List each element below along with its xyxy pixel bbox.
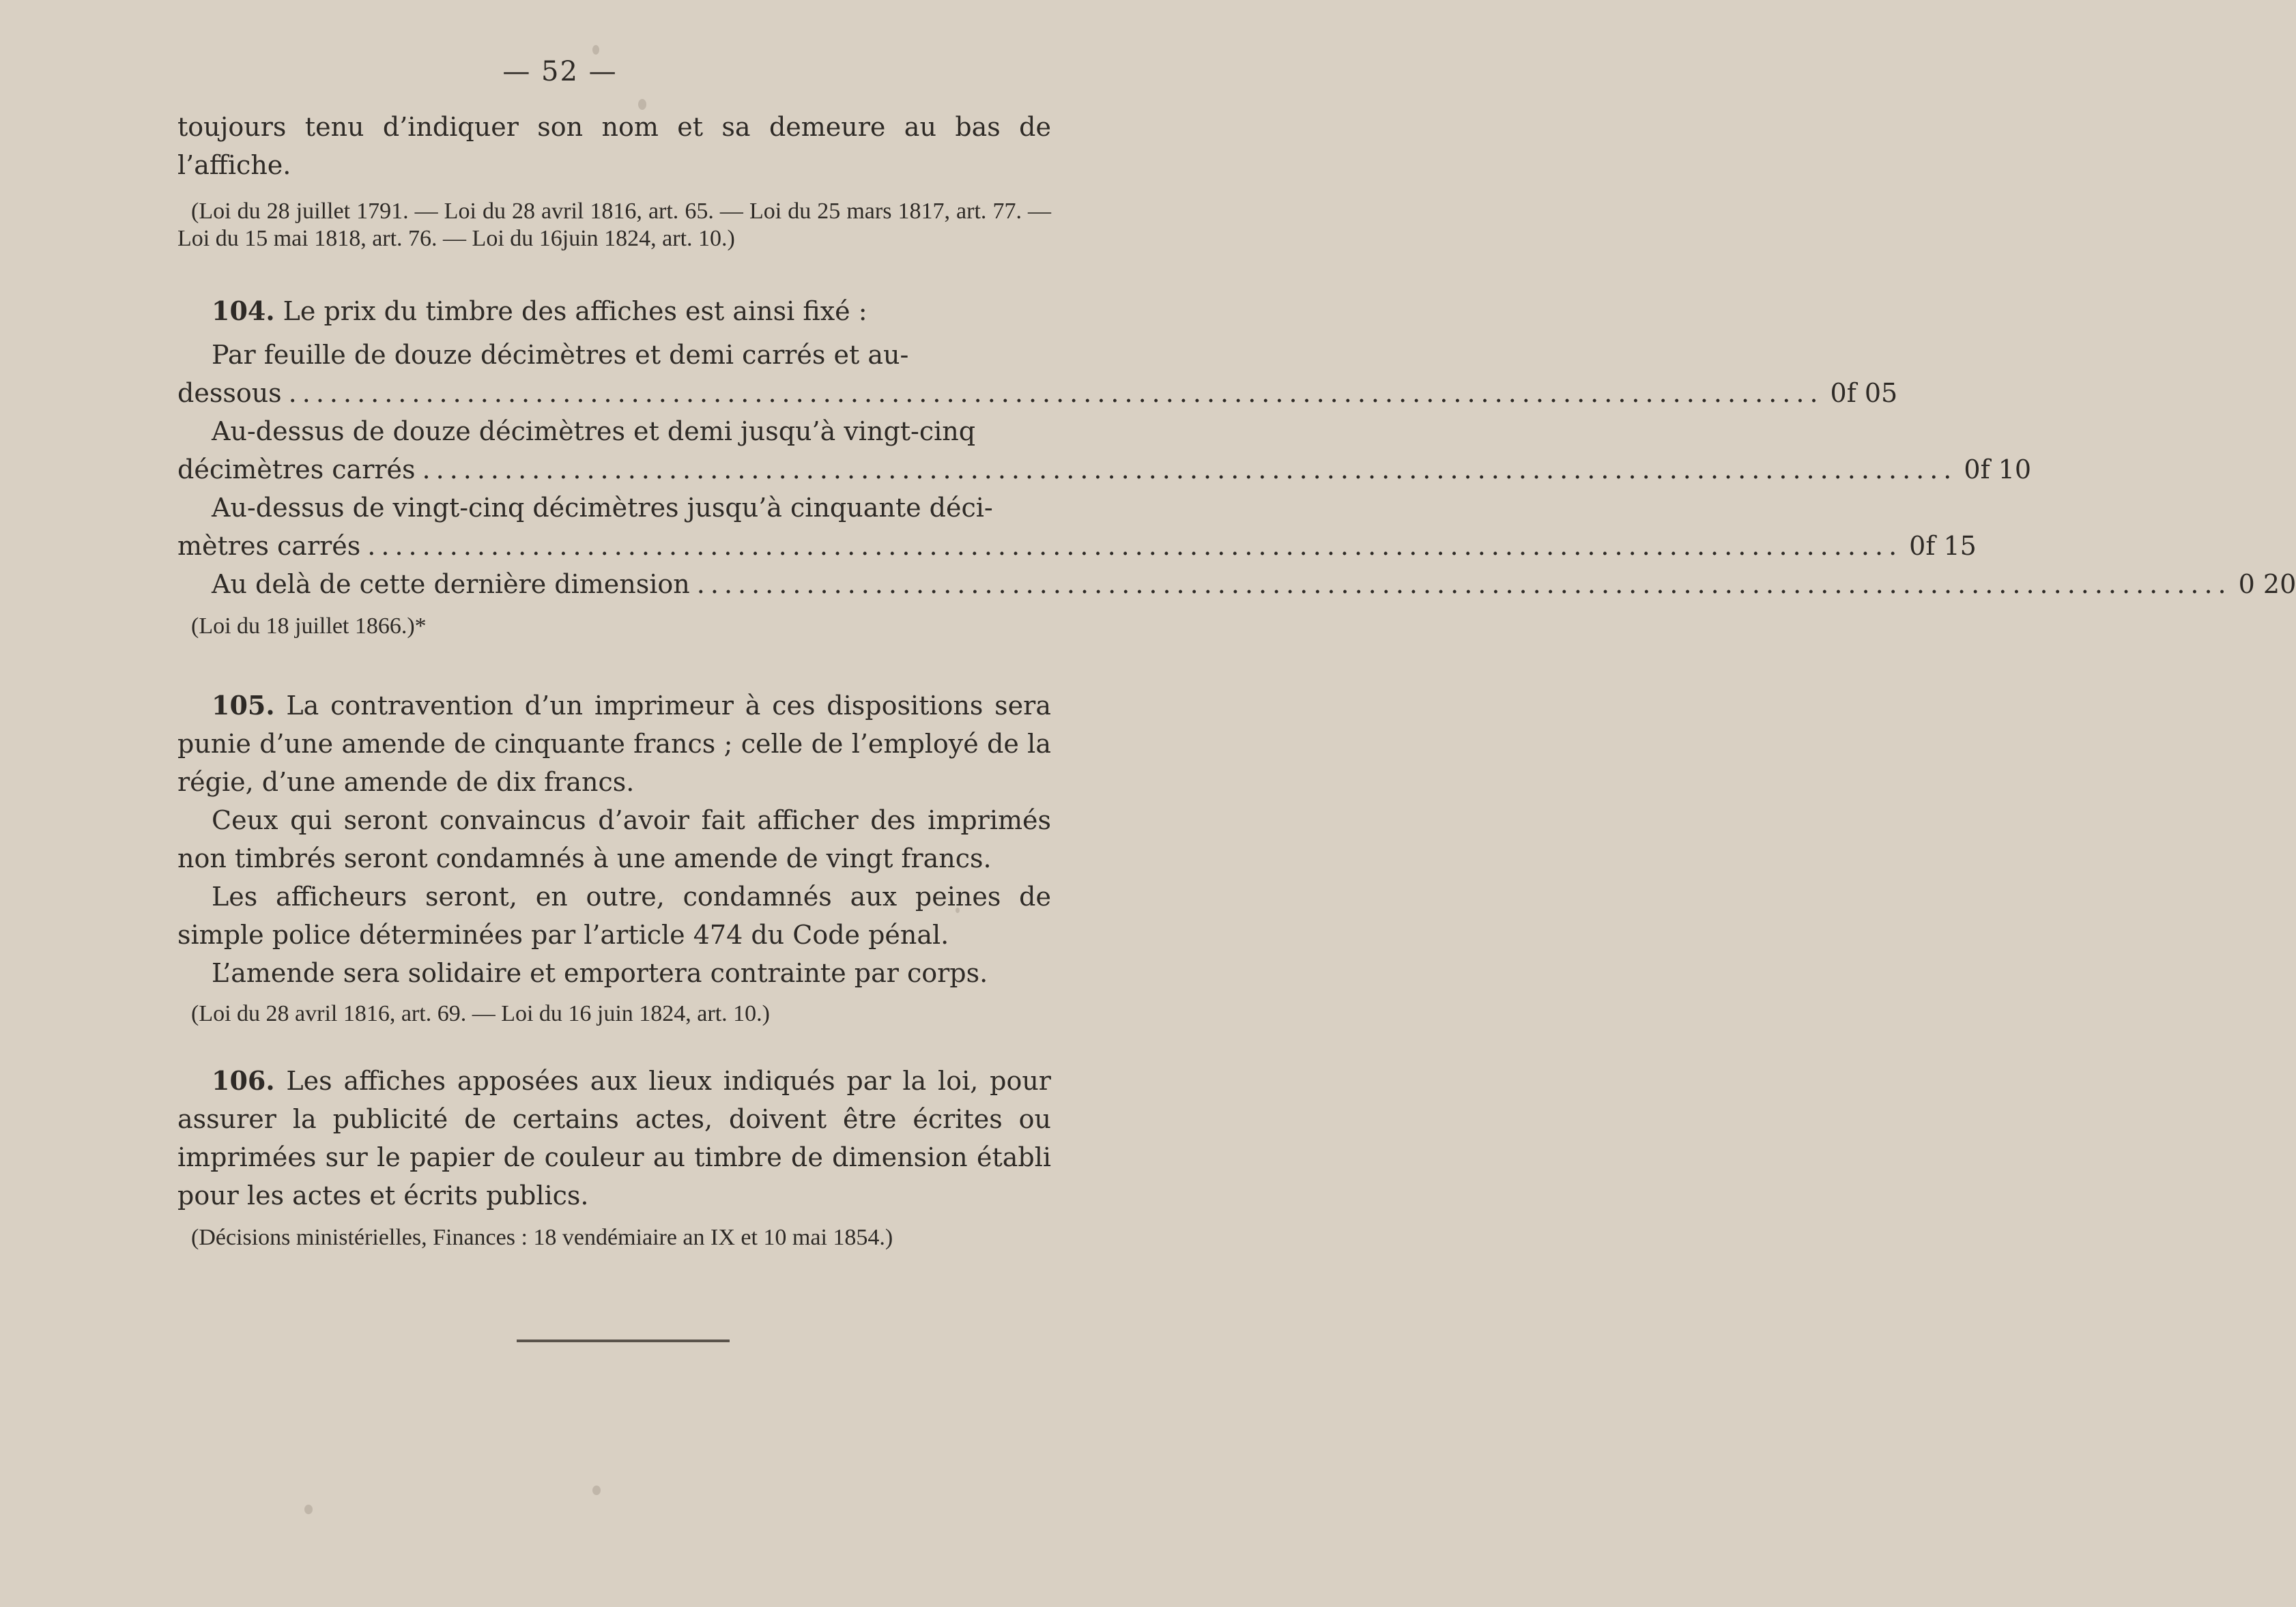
paper-speck [304,1505,313,1514]
paper-speck [592,45,599,55]
tariff-label-start: Par feuille de douze décimètres et demi carrés et au- [212,340,909,370]
tariff-row [177,412,2032,489]
tariff-label-end: mètres carrés [177,531,361,561]
article-105 [177,686,1051,1028]
leader-dots: ................................................................................................................ [696,569,2232,599]
tariff-label-start: Au-dessus de vingt-cinq décimètres jusqu’à cinquante déci- [212,493,993,523]
tariff-row [177,489,1977,565]
article-105-citation: (Loi du 28 avril 1816, art. 69. — Loi du 16 juin 1824, art. 10.) [191,1001,770,1026]
article-105-text: La contravention d’un imprimeur à ces dispositions sera punie d’une amende de cinquante francs ; celle de l’employé de la régie, d’une amende de dix francs. [177,691,1051,797]
paper-speck [638,99,646,110]
article-104-citation: (Loi du 18 juillet 1866.)* [191,613,427,639]
paper-speck [592,1486,601,1495]
article-104 [177,292,2296,640]
article-106-paragraph [177,1062,1051,1215]
article-104-heading [177,292,1051,330]
page-number: — 52 — [502,56,618,87]
article-104-number: 104. [212,295,275,326]
leader-dots: ................................................................................................................ [367,531,1903,561]
tariff-label-start: Au-dessus de douze décimètres et demi jusqu’à vingt-cinq [212,416,976,446]
end-rule [517,1340,730,1342]
tariff-row [177,565,2296,603]
intro-citation: (Loi du 28 juillet 1791. — Loi du 28 avril 1816, art. 65. — Loi du 25 mars 1817, art. 77. — Loi du 15 mai 1818, art. 76. — Loi du 16juin 1824, art. 10.) [177,199,1051,251]
tariff-row [177,336,1898,412]
tariff-price: 0 20 [2238,569,2296,599]
leader-dots: ................................................................................................................ [422,454,1957,484]
article-106-number: 106. [212,1065,275,1096]
paper-speck [956,908,960,913]
tariff-line [177,450,2032,489]
tariff-label-end: Au delà de cette dernière dimension [212,569,690,599]
tariff-line [177,374,1898,412]
article-106-citation: (Décisions ministérielles, Finances : 18 vendémiaire an IX et 10 mai 1854.) [191,1225,893,1250]
article-105-paragraph [177,686,1051,801]
article-105-paragraph: L’amende sera solidaire et emportera contrainte par corps. [212,958,988,988]
tariff-list [177,336,2296,603]
article-105-number: 105. [212,690,275,721]
intro-section [177,108,1051,252]
tariff-price: 0f 10 [1964,454,2032,484]
tariff-price: 0f 15 [1909,531,1977,561]
leader-dots: ................................................................................................................ [288,378,1824,408]
article-106 [177,1062,1051,1251]
tariff-label-end: décimètres carrés [177,454,416,484]
tariff-price: 0f 05 [1830,378,1898,408]
tariff-line [177,565,2296,603]
tariff-line [177,527,1977,565]
article-105-paragraph: Les afficheurs seront, en outre, condamnés aux peines de simple police déterminées par l’article 474 du Code pénal. [177,882,1051,950]
article-106-text: Les affiches apposées aux lieux indiqués par la loi, pour assurer la publicité de certains actes, doivent être écrites ou imprimées sur le papier de couleur au timbre de dimension établi pour les actes et écrits publics. [177,1066,1051,1211]
intro-paragraph: toujours tenu d’indiquer son nom et sa demeure au bas de l’affiche. [177,112,1051,180]
tariff-label-end: dessous [177,378,282,408]
article-104-text: Le prix du timbre des affiches est ainsi fixé : [283,296,867,326]
article-105-paragraph: Ceux qui seront convaincus d’avoir fait afficher des imprimés non timbrés seront condamnés à une amende de vingt francs. [177,805,1051,873]
